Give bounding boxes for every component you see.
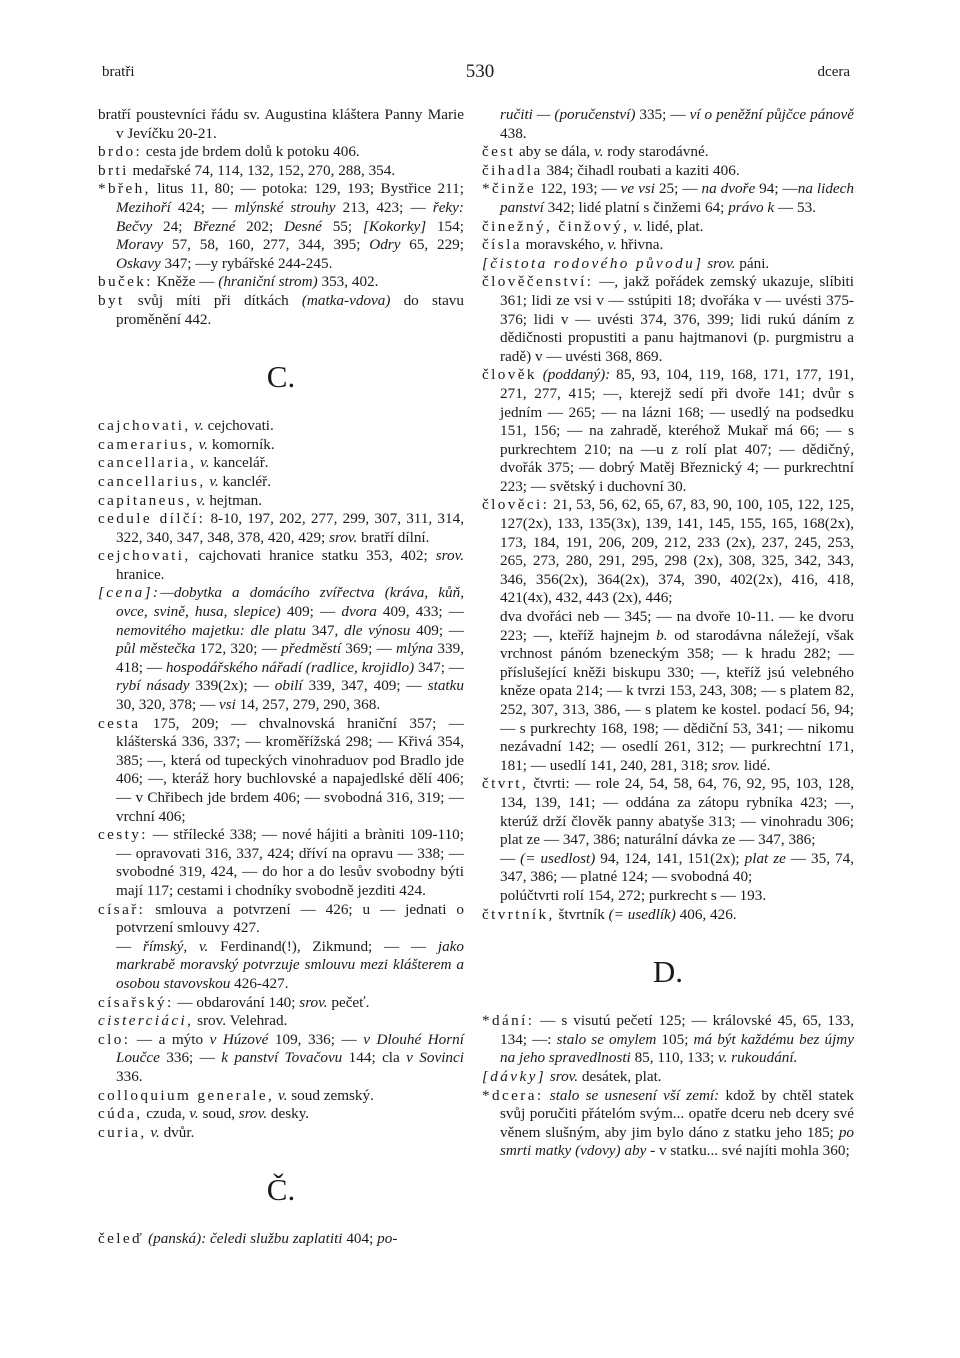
dictionary-entry: [cena]:—dobytka a domácího zvířectva (kráva, kůň, ovce, svině, husa, slepice) 409; — dvora 409, 433; — nemovitého majetku: dle platu 347, dle výnosu 409; — půl městečka 172, 320; — předměstí 369; — mlýna 339, 418; — hospodářského nářadí (radlice, krojidlo) 347; — rybí násady 339(2x); — obilí 339, 347, 409; — statku 30, 320, 378; — vsi 14, 257, 279, 290, 368. <box>98 584 464 714</box>
headword: [dávky] <box>482 1067 547 1085</box>
headword: capitaneus, <box>98 491 193 509</box>
headword: čtvrtník, <box>482 905 555 923</box>
dictionary-entry: člověčenství: —, jakž pořádek zemský ukazuje, slíbiti 361; lidi ze vsi v — sstúpiti 18; dvořáka v — uvésti 375-376; lidi v — uvésti 374, 376, 399; lidi rukú dáním z dědičnosti propustiti a panu hajtmanovi (p. purgmistru a radě) v — uvésti 368, 869. <box>482 273 854 365</box>
headword: činežný, činžový, <box>482 217 630 235</box>
headword: čest <box>482 143 516 161</box>
dictionary-entry: cancellarius, v. kancléř. <box>98 472 272 490</box>
headword: čtvrt, <box>482 775 529 793</box>
dictionary-entry: curia, v. dvůr. <box>98 1123 195 1141</box>
section-letter-d: D. <box>652 954 684 990</box>
dictionary-entry: činežný, činžový, v. lidé, plat. <box>482 217 704 235</box>
dictionary-entry: čtvrt, čtvrti: — role 24, 54, 58, 64, 76, 92, 95, 103, 128, 134, 139, 141; — oddána za zátopu rybníka 423; —, kterúž drží člověk panny abatyše 313; — vinohradu 306; plat ze — 347, 386; naturální dávka ze — 347, 386; <box>482 775 854 849</box>
headword: byt <box>98 291 125 309</box>
dictionary-entry: capitaneus, v. hejtman. <box>98 491 263 509</box>
running-head-right: dcera <box>817 64 850 80</box>
headword: čihadla <box>482 161 543 179</box>
dictionary-entry: čest aby se dála, v. rody starodávné. <box>482 143 709 161</box>
section-letter-c: C. <box>266 359 296 395</box>
headword: brdo: <box>98 143 143 161</box>
headword: císař: <box>98 900 146 918</box>
dictionary-entry: cejchovati, cajchovati hranice statku 353, 402; srov. hranice. <box>98 547 464 583</box>
headword: cancellarius, <box>98 472 206 490</box>
dictionary-entry: člověci: 21, 53, 56, 62, 65, 67, 83, 90, 100, 105, 122, 125, 127(2x), 133, 135(3x), 139, 141, 145, 155, 165, 168(2x), 173, 184, 191, 206, 209, 212, 233 (2x), 237, 245, 253, 265, 273, 280, 291, 295, 298 (2x), 308, 325, 342, 343, 346, 356(2x), 364(2x), 374, 390, 402(2x), 416, 418, 421(4x), 432, 443 (2x), 446; <box>482 496 854 607</box>
right-column <box>482 106 854 1161</box>
dictionary-entry: cesty: — střílecké 338; — nové hájiti a bràniti 109-110; — opravovati 316, 337, 424; dříví na opravu — 338; — svobodné 319, 424, — do hor a do lesův svobodny býti mají 117; cestami i chodníky svobodně jezditi 424. <box>98 826 464 899</box>
dictionary-entry: camerarius, v. komorník. <box>98 435 275 453</box>
headword: colloquium generale, <box>98 1086 275 1104</box>
headword: [cena]: <box>98 584 161 602</box>
dictionary-entry: čeleď (panská): čeledi službu zaplatiti 404; po- <box>98 1230 398 1248</box>
headword: camerarius, <box>98 435 195 453</box>
dictionary-entry: čihadla 384; čihadl roubati a kaziti 406. <box>482 161 740 179</box>
headword: cúda, <box>98 1105 143 1123</box>
section-letter-ch: Č. <box>266 1172 296 1208</box>
dictionary-entry: *břeh, litus 11, 80; — potoka: 129, 193; Bystřice 211; Mezihoří 424; — mlýnské strouhy 213, 423; — řeky: Bečvy 24; Březné 202; Desné 55; [Kokorky] 154; Moravy 57, 58, 160, 277, 344, 395; Odry 65, 229; Oskavy 347; —y rybářské 244-245. <box>98 180 464 272</box>
dictionary-entry: cisterciáci, srov. Velehrad. <box>98 1012 288 1030</box>
headword: člověci: <box>482 496 550 514</box>
headword: *dání: <box>482 1012 535 1030</box>
headword: [čistota rodového původu] <box>482 254 704 272</box>
headword: buček: <box>98 273 153 291</box>
headword: clo: <box>98 1030 131 1048</box>
dictionary-entry: císař: smlouva a potvrzení — 426; u — jednati o potvrzení smlouvy 427. <box>98 900 464 937</box>
dictionary-entry: [dávky] srov. desátek, plat. <box>482 1067 662 1085</box>
headword: čeleď <box>98 1230 145 1248</box>
headword: cesta <box>98 714 141 732</box>
dictionary-subentry: dva dvořáci neb — 345; — na dvoře 10-11. — ke dvoru 223; —, kteříž hajnejm b. od starodávna náležejí, však vrchnost pánóm bzeneckým 358; — k hradu 282; — příslušející kněži biskupu 330; —, kteříž jsú velebného kněze opata 214; — k tvrzi 153, 243, 308; — s platem 82, 252, 307, 313, 386, — s platem ke kostel. podací 56, 94; — s purkrechty 168, 198; — dědiční 53, 341; — nikomu nezávadní 142; — osedlí 261, 312; — purkrechtní 171, 181; — usedlí 141, 240, 281, 318; srov. lidé. <box>500 608 855 774</box>
headword: člověčenství: <box>482 273 594 291</box>
dictionary-entry: cedule dílčí: 8-10, 197, 202, 277, 299, 307, 311, 314, 322, 340, 347, 348, 378, 420, 429; srov. bratří dílní. <box>98 510 464 546</box>
headword: císařský: <box>98 993 174 1011</box>
headword: *činže <box>482 180 537 198</box>
dictionary-entry: cancellaria, v. kancelář. <box>98 454 269 472</box>
headword: cedule dílčí: <box>98 510 206 528</box>
dictionary-entry-continued: ručiti — (poručenství) 335; — ví o peněžní půjčce pánově 438. <box>500 106 854 142</box>
dictionary-entry: čísla moravského, v. hřivna. <box>482 236 664 254</box>
running-head-left: bratři <box>102 64 135 80</box>
page-number: 530 <box>465 61 495 82</box>
dictionary-entry: cúda, czuda, v. soud, srov. desky. <box>98 1105 310 1123</box>
dictionary-entry: [čistota rodového původu] srov. páni. <box>482 254 770 272</box>
dictionary-entry: cesta 175, 209; — chvalnovská hraniční 357; — klášterská 336, 337; — kroměřížská 298; — Křivá 354, 385; —, která od tupeckých vinohraduov pod Bradlo jde 406; —, kteráž hory buchlovské a napajedlské dělí 406; — v Chřibech jde brdem 406; — svobodná 316, 319; — vrchní 406; <box>98 714 464 825</box>
dictionary-entry: císařský: — obdarování 140; srov. pečeť. <box>98 993 370 1011</box>
dictionary-entry: *dcera: stalo se usnesení vší zemí: kdož by chtěl statek svůj poručiti přátelóm svým... opatře dceru neb dcery své věnem slušným, aby jim bylo dáno z statku jeho 185; po smrti matky (vdovy) aby - v statku... své najíti mohla 360; <box>482 1086 854 1160</box>
headword: curia, <box>98 1123 147 1141</box>
dictionary-subentry: — (= usedlost) 94, 124, 141, 151(2x); plat ze — 35, 74, 347, 386; — platné 124; — svobodná 40; <box>500 849 854 886</box>
dictionary-entry: cajchovati, v. cejchovati. <box>98 417 274 435</box>
headword: cesty: <box>98 826 148 844</box>
dictionary-entry: *dání: — s visutú pečetí 125; — královské 45, 65, 133, 134; —: stalo se omylem 105; má být každému bez újmy na jeho spravedlnosti 85, 110, 133; v. rukoudání. <box>482 1012 854 1067</box>
headword: čísla <box>482 236 522 254</box>
headword: brti <box>98 161 129 179</box>
headword: cisterciáci, <box>98 1012 194 1030</box>
dictionary-entry: buček: Kněže — (hraniční strom) 353, 402. <box>98 273 379 291</box>
dictionary-entry: člověk (poddaný): 85, 93, 104, 119, 168, 171, 177, 191, 271, 277, 415; —, kterejž sedí při dvoře 141; dvůr s jedním — 265; — na lázni 168; — usedlý na podsedku 151, 156; — na zahradě, kteréhož Mukař má 66; — s purkrechtem 210; na —u z rolí plat 407; — dědičný, dvořák 375; — dobrý Matěj Březnický 4; — purkrechtní 223; — světský i duchovní 30. <box>482 366 854 495</box>
dictionary-subentry: — římský, v. Ferdinand(!), Zikmund; — — jako markrabě moravský potvrzuje smlouvu mezi klášterem a osobou stavovskou 426-427. <box>116 937 464 992</box>
headword: člověk <box>482 366 537 384</box>
dictionary-entry: čtvrtník, štvrtník (= usedlík) 406, 426. <box>482 905 737 923</box>
headword: cajchovati, <box>98 417 191 435</box>
headword: *břeh, <box>98 180 151 198</box>
dictionary-entry: byt svůj míti při dítkách (matka-vdova) do stavu proměnění 442. <box>98 291 464 328</box>
dictionary-entry: brti medařské 74, 114, 132, 152, 270, 288, 354. <box>98 161 396 179</box>
dictionary-entry: bratří poustevníci řádu sv. Augustina kláštera Panny Marie v Jevíčku 20-21. <box>98 106 464 142</box>
left-column <box>98 106 464 1249</box>
dictionary-subentry: polúčtvrti rolí 154, 272; purkrecht s — 193. <box>500 886 767 904</box>
headword: cancellaria, <box>98 454 197 472</box>
dictionary-entry: *činže 122, 193; — ve vsi 25; — na dvoře 94; —na lidech panství 342; lidé platní s činžemi 64; právo k — 53. <box>482 180 854 216</box>
headword: cejchovati, <box>98 547 191 565</box>
dictionary-entry: brdo: cesta jde brdem dolů k potoku 406. <box>98 143 360 161</box>
dictionary-entry: colloquium generale, v. soud zemský. <box>98 1086 374 1104</box>
page-header <box>0 62 960 86</box>
dictionary-entry: clo: — a mýto v Húzové 109, 336; — v Dlouhé Horní Loučce 336; — k panství Tovačovu 144; cla v Sovinci 336. <box>98 1030 464 1085</box>
headword: *dcera: <box>482 1086 544 1104</box>
